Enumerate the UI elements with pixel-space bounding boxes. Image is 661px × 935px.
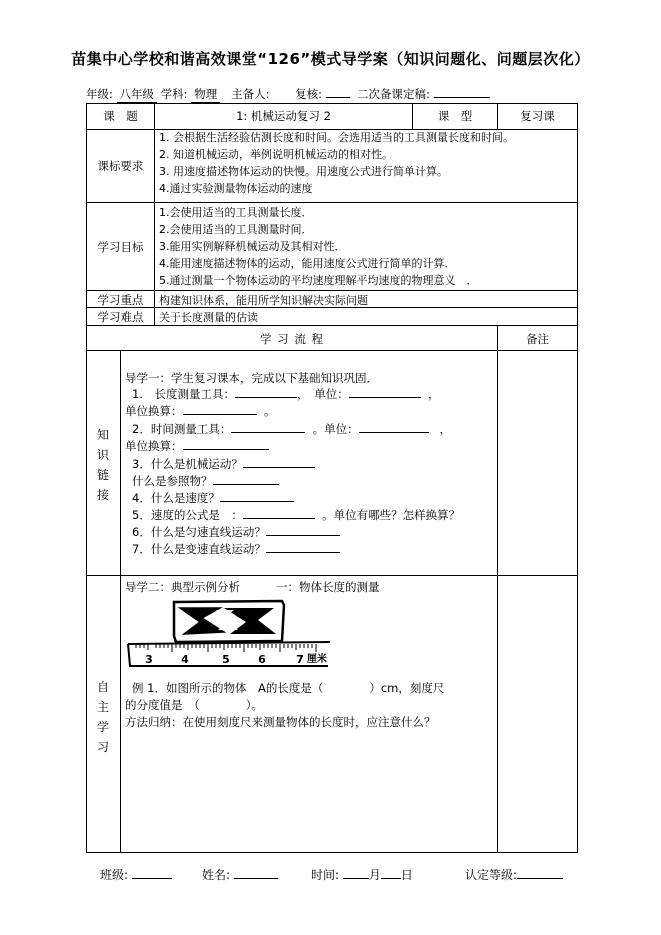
ruler-tick-label: 3 xyxy=(145,653,153,666)
footer-time: 时间: 月 日 xyxy=(311,868,413,882)
topic-label: 课 题 xyxy=(103,109,138,123)
page-title: 苗集中心学校和谐高效课堂“126”模式导学案（知识问题化、问题层次化） xyxy=(71,50,590,68)
example-1: 例 1．如图所示的物体 A的长度是（ ）cm，刻度尺 xyxy=(132,681,445,695)
curriculum-item: 3. 用速度描述物体运动的快慢。用速度公式进行简单计算。 xyxy=(159,165,448,178)
measured-object xyxy=(174,601,284,642)
second-prep-label: 二次备课定稿: xyxy=(357,87,430,101)
curriculum-item: 2. 知道机械运动，举例说明机械运动的相对性。 xyxy=(159,148,393,161)
objective-item: 1.会使用适当的工具测量长度． xyxy=(159,206,313,219)
difficulty-value: 关于长度测量的估读 xyxy=(159,311,258,324)
ruler-tick-label: 5 xyxy=(222,653,230,666)
example-1-continued: 的分度值是 （ ）。 xyxy=(125,698,263,712)
question-5: 5．速度的公式是 ： 。单位有哪些？怎样换算？ xyxy=(132,508,461,522)
question-3b: 什么是参照物？ xyxy=(132,473,279,489)
key-point-label: 学习重点 xyxy=(97,293,144,307)
subject-label: 学科: xyxy=(160,87,188,101)
ruler-unit-label: 厘米 xyxy=(307,654,327,665)
ruler xyxy=(128,642,330,666)
objective-item: 5.通过测量一个物体运动的平均速度理解平均速度的物理意义 ． xyxy=(159,274,478,287)
question-2: 2．时间测量工具： 。单位： ， xyxy=(132,422,452,436)
ruler-tick-label: 7 xyxy=(296,653,304,666)
curriculum-item: 1. 会根据生活经验估测长度和时间。会选用适当的工具测量长度和时间。 xyxy=(159,131,514,144)
reviewer-blank xyxy=(326,97,350,98)
question-1-conversion: 单位换算： 。 xyxy=(125,404,276,418)
footer-name: 姓名: xyxy=(202,866,278,883)
objectives-label: 学习目标 xyxy=(97,240,144,254)
second-prep-blank xyxy=(434,97,490,98)
question-2-conversion: 单位换算： xyxy=(125,438,269,454)
objective-item: 4.能用速度描述物体的运动，能用速度公式进行简单的计算． xyxy=(159,257,456,270)
footer-level: 认定等级: xyxy=(465,866,563,883)
subject-value: 物理 xyxy=(191,86,220,103)
difficulty-label: 学习难点 xyxy=(97,310,144,324)
preparer-label: 主备人: xyxy=(231,87,270,101)
ruler-tick-label: 6 xyxy=(258,653,266,666)
type-value: 复习课 xyxy=(520,109,555,123)
topic-value: 1: 机械运动复习 2 xyxy=(236,109,331,123)
curriculum-label: 课标要求 xyxy=(97,159,144,173)
key-point-value: 构建知识体系，能用所学知识解决实际问题 xyxy=(159,294,368,307)
footer-class: 班级: xyxy=(100,866,172,883)
question-6: 6．什么是匀速直线运动？ xyxy=(132,524,340,540)
reviewer-label: 复核: xyxy=(295,87,323,101)
process-header: 学 习 流 程 xyxy=(260,332,324,346)
type-label: 课 型 xyxy=(437,109,473,123)
method-summary: 方法归纳：在使用刻度尺来测量物体的长度时，应注意什么？ xyxy=(125,715,436,729)
self-study-intro: 导学二：典型示例分析 一：物体长度的测量 xyxy=(125,580,380,594)
question-3: 3．什么是机械运动？ xyxy=(132,456,315,472)
ruler-tick-label: 4 xyxy=(181,653,189,666)
grade-value: 八年级 xyxy=(117,86,158,103)
question-4: 4．什么是速度？ xyxy=(132,490,294,506)
curriculum-item: 4.通过实验测量物体运动的速度 xyxy=(159,182,313,195)
objective-item: 3.能用实例解释机械运动及其相对性． xyxy=(159,240,346,253)
objectives-list xyxy=(159,205,478,288)
remark-header: 备注 xyxy=(526,332,549,346)
question-7: 7．什么是变速直线运动？ xyxy=(132,541,340,557)
curriculum-list xyxy=(159,131,514,196)
objective-item: 2.会使用适当的工具测量时间． xyxy=(159,223,313,236)
ruler-figure xyxy=(124,596,344,676)
grade-label: 年级: xyxy=(86,87,113,101)
question-1: 1. 长度测量工具： ， 单位： ， xyxy=(132,387,440,401)
meta-line xyxy=(86,86,490,103)
knowledge-intro: 导学一：学生复习课本，完成以下基础知识巩固． xyxy=(125,371,378,385)
